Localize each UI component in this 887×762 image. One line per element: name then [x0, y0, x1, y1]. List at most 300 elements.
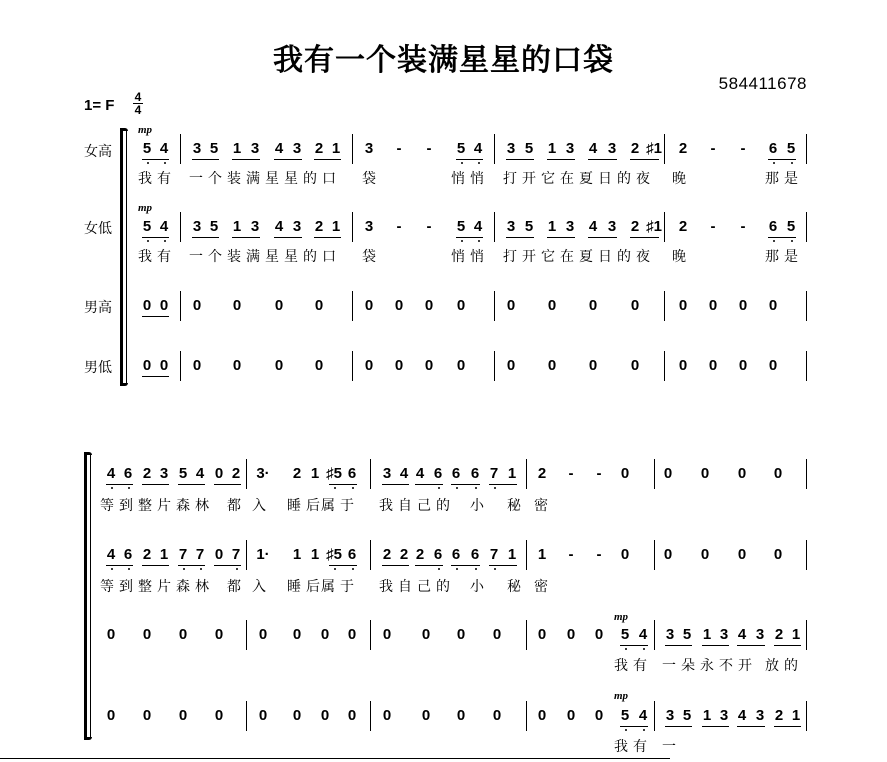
dynamic-mp: mp [138, 124, 153, 136]
note: 0 [178, 626, 188, 643]
note: 4 [195, 465, 205, 482]
lyric: 一 [662, 739, 681, 755]
note: 1 [232, 140, 242, 157]
page-title: 我有一个装满星星的口袋 [273, 43, 614, 78]
lyric: 入 [252, 498, 271, 514]
note: 0 [421, 707, 431, 724]
barline [352, 212, 353, 242]
lyric: 属于 [321, 498, 359, 514]
note: 0 [347, 707, 357, 724]
dynamic-mp: mp [614, 690, 629, 702]
note: 0 [678, 357, 688, 374]
voice-label-tenor: 男高 [84, 300, 112, 316]
note: 5 [456, 218, 466, 235]
note: 5 [209, 218, 219, 235]
note: 0 [594, 626, 604, 643]
note: 0 [700, 546, 710, 563]
lyric: 打开它在夏日的夜 [503, 171, 655, 187]
note: 0 [456, 297, 466, 314]
note: ♯1 [646, 218, 662, 235]
beam-underline [232, 237, 260, 238]
lyric: 我有 [614, 658, 652, 674]
note: 2 [678, 140, 688, 157]
note: 0 [588, 297, 598, 314]
note: 0 [142, 626, 152, 643]
lyric: 晚 [672, 171, 691, 187]
note: 0 [347, 626, 357, 643]
low-octave-dot [643, 729, 645, 731]
beam-underline [456, 237, 483, 238]
note: 0 [594, 707, 604, 724]
note: - [396, 218, 402, 235]
note: 4 [588, 140, 598, 157]
beam-underline [178, 484, 205, 485]
note: 4 [274, 140, 284, 157]
low-octave-dot [791, 162, 793, 164]
barline [370, 540, 371, 570]
note: 6 [433, 546, 443, 563]
beam-underline [737, 645, 765, 646]
note: 0 [620, 465, 630, 482]
note: 4 [415, 465, 425, 482]
note: 3 [292, 140, 302, 157]
barline [180, 291, 181, 321]
note: 0 [421, 626, 431, 643]
note: 3 [364, 140, 374, 157]
barline [352, 291, 353, 321]
note: 0 [588, 357, 598, 374]
note: 0 [737, 546, 747, 563]
time-signature [132, 91, 144, 116]
barline [664, 291, 665, 321]
note: 6 [123, 546, 133, 563]
beam-underline [489, 484, 517, 485]
note: 7 [489, 465, 499, 482]
note: 4 [638, 626, 648, 643]
note: 3 [665, 626, 675, 643]
note: 4 [473, 218, 483, 235]
note: 6 [347, 546, 357, 563]
note: 2 [774, 626, 784, 643]
lyric: 密 [534, 579, 553, 595]
note: 3 [192, 218, 202, 235]
beam-underline [142, 316, 169, 317]
note: 1 [547, 140, 557, 157]
low-octave-dot [147, 240, 149, 242]
note: 4 [737, 707, 747, 724]
lyric: 晚 [672, 249, 691, 265]
note: 0 [773, 465, 783, 482]
beam-underline [547, 237, 575, 238]
low-octave-dot [625, 648, 627, 650]
lyric: 那是 [765, 249, 803, 265]
dynamic-mp: mp [138, 202, 153, 214]
barline [526, 620, 527, 650]
note: 3 [719, 626, 729, 643]
beam-underline [214, 484, 241, 485]
beam-underline [382, 565, 409, 566]
low-octave-dot [461, 240, 463, 242]
beam-underline [768, 159, 796, 160]
low-octave-dot [334, 487, 336, 489]
note: 0 [142, 707, 152, 724]
barline [246, 459, 247, 489]
beam-underline [415, 565, 443, 566]
low-octave-dot [478, 162, 480, 164]
note: 0 [738, 297, 748, 314]
low-octave-dot [164, 162, 166, 164]
note: 5 [142, 218, 152, 235]
barline [180, 212, 181, 242]
note: 3 [565, 140, 575, 157]
barline [654, 620, 655, 650]
note: 1 [159, 546, 169, 563]
note: 0 [364, 357, 374, 374]
lyric: 放的 [765, 658, 803, 674]
low-octave-dot [334, 568, 336, 570]
beam-underline [106, 565, 133, 566]
lyric: 悄悄 [451, 249, 489, 265]
note: 2 [142, 546, 152, 563]
lyric: 我有 [138, 171, 176, 187]
note: 1 [547, 218, 557, 235]
lyric: 秘 [507, 498, 526, 514]
note: 0 [214, 465, 224, 482]
voice-label-soprano: 女高 [84, 144, 112, 160]
lyric: 入 [252, 579, 271, 595]
note: 4 [473, 140, 483, 157]
note: - [596, 465, 602, 482]
lyric: 一朵永不开 [662, 658, 757, 674]
barline [806, 620, 807, 650]
beam-underline [506, 159, 534, 160]
barline [370, 620, 371, 650]
note: - [568, 546, 574, 563]
beam-underline [630, 237, 659, 238]
note: 2 [630, 140, 640, 157]
note: 0 [142, 357, 152, 374]
lyric: 我自己的 [379, 498, 455, 514]
beam-underline [329, 484, 357, 485]
note: 0 [537, 626, 547, 643]
note: 2 [142, 465, 152, 482]
note: 3 [506, 140, 516, 157]
note: 3 [250, 140, 260, 157]
note: 6 [451, 546, 461, 563]
low-octave-dot [456, 568, 458, 570]
barline [526, 701, 527, 731]
note: 6 [451, 465, 461, 482]
low-octave-dot [111, 487, 113, 489]
note: 3 [250, 218, 260, 235]
note: 0 [382, 707, 392, 724]
beam-underline [665, 645, 692, 646]
note: 7 [489, 546, 499, 563]
beam-underline [588, 159, 617, 160]
note: 1 [507, 465, 517, 482]
note: 0 [630, 297, 640, 314]
note: 0 [492, 707, 502, 724]
low-octave-dot [461, 162, 463, 164]
note: 0 [678, 297, 688, 314]
time-top: 4 [134, 90, 142, 104]
note: 0 [382, 626, 392, 643]
note: 5 [682, 626, 692, 643]
note: - [568, 465, 574, 482]
beam-underline [451, 484, 480, 485]
lyric: 都 [227, 579, 246, 595]
note: 4 [588, 218, 598, 235]
lyric: 秘 [507, 579, 526, 595]
lyric: 都 [227, 498, 246, 514]
note: 7 [178, 546, 188, 563]
note: 4 [399, 465, 409, 482]
note: 6 [768, 218, 778, 235]
beam-underline [630, 159, 659, 160]
lyric: 一个装满星星的口 [189, 171, 341, 187]
note: 3· [256, 465, 270, 482]
note: 0 [106, 707, 116, 724]
barline [806, 291, 807, 321]
note: 4 [159, 218, 169, 235]
barline [352, 351, 353, 381]
note: 2 [678, 218, 688, 235]
lyric: 等到整片森林 [100, 579, 214, 595]
beam-underline [192, 159, 219, 160]
note: 3 [382, 465, 392, 482]
note: 0 [394, 297, 404, 314]
note: 4 [106, 465, 116, 482]
barline [654, 701, 655, 731]
beam-underline [620, 726, 648, 727]
note: 3 [292, 218, 302, 235]
note: 5 [620, 626, 630, 643]
key-signature: 1= F [84, 97, 115, 114]
note: 0 [768, 357, 778, 374]
note: 0 [192, 297, 202, 314]
note: - [740, 140, 746, 157]
low-octave-dot [791, 240, 793, 242]
voice-label-bass: 男低 [84, 360, 112, 376]
low-octave-dot [352, 568, 354, 570]
note: 6 [768, 140, 778, 157]
note: 0 [106, 626, 116, 643]
barline [370, 701, 371, 731]
note: 3 [665, 707, 675, 724]
beam-underline [702, 726, 729, 727]
note: 5 [682, 707, 692, 724]
note: - [426, 140, 432, 157]
note: ♯1 [646, 140, 662, 157]
lyric: 袋 [362, 249, 381, 265]
note: 0 [258, 707, 268, 724]
page-bottom-line [0, 758, 670, 759]
note: 2 [314, 140, 324, 157]
note: 0 [394, 357, 404, 374]
beam-underline [737, 726, 765, 727]
note: 6 [433, 465, 443, 482]
note: 0 [159, 297, 169, 314]
low-octave-dot [164, 240, 166, 242]
low-octave-dot [475, 568, 477, 570]
lyric: 我有 [138, 249, 176, 265]
system1-line [126, 131, 127, 383]
time-bottom: 4 [134, 103, 142, 117]
note: 1 [507, 546, 517, 563]
beam-underline [192, 237, 219, 238]
note: 0 [738, 357, 748, 374]
low-octave-dot [147, 162, 149, 164]
note: 3 [565, 218, 575, 235]
barline [180, 351, 181, 381]
note: 0 [178, 707, 188, 724]
note: 0 [232, 297, 242, 314]
beam-underline [665, 726, 692, 727]
dynamic-mp: mp [614, 611, 629, 623]
low-octave-dot [128, 568, 130, 570]
note: - [710, 218, 716, 235]
note: 0 [314, 357, 324, 374]
low-octave-dot [111, 568, 113, 570]
note: 1 [702, 626, 712, 643]
low-octave-dot [643, 648, 645, 650]
note: 0 [274, 357, 284, 374]
barline [806, 134, 807, 164]
note: 0 [547, 357, 557, 374]
low-octave-dot [352, 487, 354, 489]
note: 0 [424, 357, 434, 374]
note: 0 [506, 357, 516, 374]
beam-underline [106, 484, 133, 485]
lyric: 小 [470, 498, 489, 514]
note: 2 [292, 465, 302, 482]
beam-underline [214, 565, 241, 566]
beam-underline [314, 237, 341, 238]
low-octave-dot [456, 487, 458, 489]
note: 0 [537, 707, 547, 724]
barline [494, 134, 495, 164]
note: 1 [292, 546, 302, 563]
barline [526, 540, 527, 570]
note: 0 [506, 297, 516, 314]
note: 3 [607, 140, 617, 157]
lyric: 睡后 [287, 579, 325, 595]
note: 1 [537, 546, 547, 563]
low-octave-dot [438, 487, 440, 489]
note: 4 [159, 140, 169, 157]
note: 0 [142, 297, 152, 314]
beam-underline [142, 376, 169, 377]
note: 0 [663, 465, 673, 482]
note: - [596, 546, 602, 563]
note: 7 [195, 546, 205, 563]
lyric: 睡后 [287, 498, 325, 514]
note: 0 [456, 626, 466, 643]
note: ♯5 [326, 546, 342, 563]
note: 1 [791, 626, 801, 643]
beam-underline [142, 237, 169, 238]
note: 5 [786, 218, 796, 235]
beam-underline [768, 237, 796, 238]
note: 0 [214, 546, 224, 563]
beam-underline [274, 159, 302, 160]
barline [370, 459, 371, 489]
note: 3 [192, 140, 202, 157]
note: 0 [547, 297, 557, 314]
beam-underline [774, 726, 801, 727]
beam-underline [274, 237, 302, 238]
note: 4 [638, 707, 648, 724]
low-octave-dot [183, 568, 185, 570]
note: 0 [492, 626, 502, 643]
note: 6 [123, 465, 133, 482]
beam-underline [702, 645, 729, 646]
low-octave-dot [438, 568, 440, 570]
note: 0 [630, 357, 640, 374]
note: 3 [719, 707, 729, 724]
note: 3 [607, 218, 617, 235]
note: 5 [524, 218, 534, 235]
barline [664, 212, 665, 242]
barline [246, 540, 247, 570]
note: 0 [456, 357, 466, 374]
barline [806, 701, 807, 731]
low-octave-dot [494, 568, 496, 570]
note: 0 [773, 546, 783, 563]
note: - [710, 140, 716, 157]
note: 0 [159, 357, 169, 374]
note: 0 [708, 297, 718, 314]
barline [654, 459, 655, 489]
beam-underline [142, 159, 169, 160]
note: 2 [774, 707, 784, 724]
note: 4 [106, 546, 116, 563]
barline [180, 134, 181, 164]
low-octave-dot [236, 568, 238, 570]
note: 6 [470, 465, 480, 482]
beam-underline [506, 237, 534, 238]
note: 0 [620, 546, 630, 563]
barline [246, 701, 247, 731]
note: 2 [314, 218, 324, 235]
note: 3 [159, 465, 169, 482]
beam-underline [142, 484, 169, 485]
credit-number: 584411678 [718, 74, 807, 93]
note: 1 [791, 707, 801, 724]
note: 0 [700, 465, 710, 482]
voice-label-alto: 女低 [84, 221, 112, 237]
system2-brace [84, 455, 87, 737]
lyric: 密 [534, 498, 553, 514]
lyric: 等到整片森林 [100, 498, 214, 514]
note: 0 [768, 297, 778, 314]
note: 0 [320, 626, 330, 643]
lyric: 小 [470, 579, 489, 595]
note: 3 [506, 218, 516, 235]
barline [494, 351, 495, 381]
low-octave-dot [773, 240, 775, 242]
barline [246, 620, 247, 650]
note: 0 [566, 707, 576, 724]
note: 6 [347, 465, 357, 482]
beam-underline [142, 565, 169, 566]
note: 0 [232, 357, 242, 374]
low-octave-dot [625, 729, 627, 731]
note: 0 [737, 465, 747, 482]
lyric: 属于 [321, 579, 359, 595]
note: - [426, 218, 432, 235]
note: 5 [209, 140, 219, 157]
